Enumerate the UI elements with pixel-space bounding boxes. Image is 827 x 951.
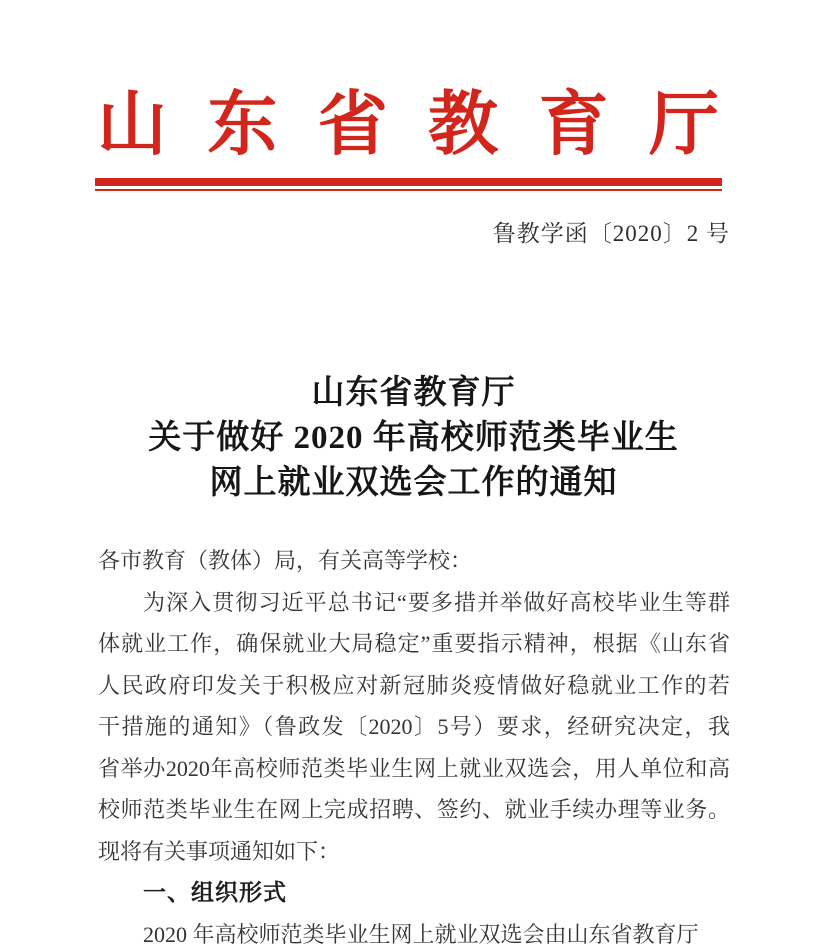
- agency-letterhead-char: 教: [428, 87, 499, 164]
- agency-letterhead: [97, 86, 719, 166]
- notice-title-line: 山东省教育厅: [311, 375, 516, 411]
- paragraph-line: 现将有关事项通知如下：: [98, 838, 341, 864]
- document-number: 鲁教学函〔2020〕2 号: [492, 221, 730, 246]
- paragraph-line: 人民政府印发关于积极应对新冠肺炎疫情做好稳就业工作的若: [98, 672, 730, 698]
- section-one-text: 2020 年高校师范类毕业生网上就业双选会由山东省教育厅: [143, 921, 699, 947]
- notice-title: [97, 371, 730, 506]
- agency-letterhead-char: 厅: [648, 87, 719, 164]
- paragraph-line: 校师范类毕业生在网上完成招聘、签约、就业手续办理等业务。: [98, 797, 730, 822]
- paragraph-line: 为深入贯彻习近平总书记“要多措并举做好高校毕业生等群: [143, 589, 730, 615]
- paragraph-line: 省举办2020年高校师范类毕业生网上就业双选会，用人单位和高: [98, 755, 730, 781]
- section-one-heading: 一、组织形式: [143, 879, 287, 905]
- paragraph-line: 干措施的通知》（鲁政发〔2020〕5号）要求，经研究决定，我: [98, 714, 730, 739]
- agency-letterhead-char: 东: [207, 87, 278, 164]
- notice-title-line: 关于做好 2020 年高校师范类毕业生: [148, 420, 679, 456]
- paragraph-line: 体就业工作，确保就业大局稳定”重要指示精神，根据《山东省: [98, 631, 730, 656]
- notice-body: [98, 540, 730, 951]
- agency-letterhead-char: 省: [317, 87, 388, 164]
- recipients-line: 各市教育（教体）局，有关高等学校：: [98, 548, 473, 573]
- letterhead-rule-thick: [95, 178, 722, 186]
- agency-letterhead-char: 山: [97, 87, 167, 164]
- agency-letterhead-char: 育: [538, 87, 609, 164]
- letterhead-rule-thin: [95, 189, 722, 191]
- notice-title-line: 网上就业双选会工作的通知: [209, 465, 618, 501]
